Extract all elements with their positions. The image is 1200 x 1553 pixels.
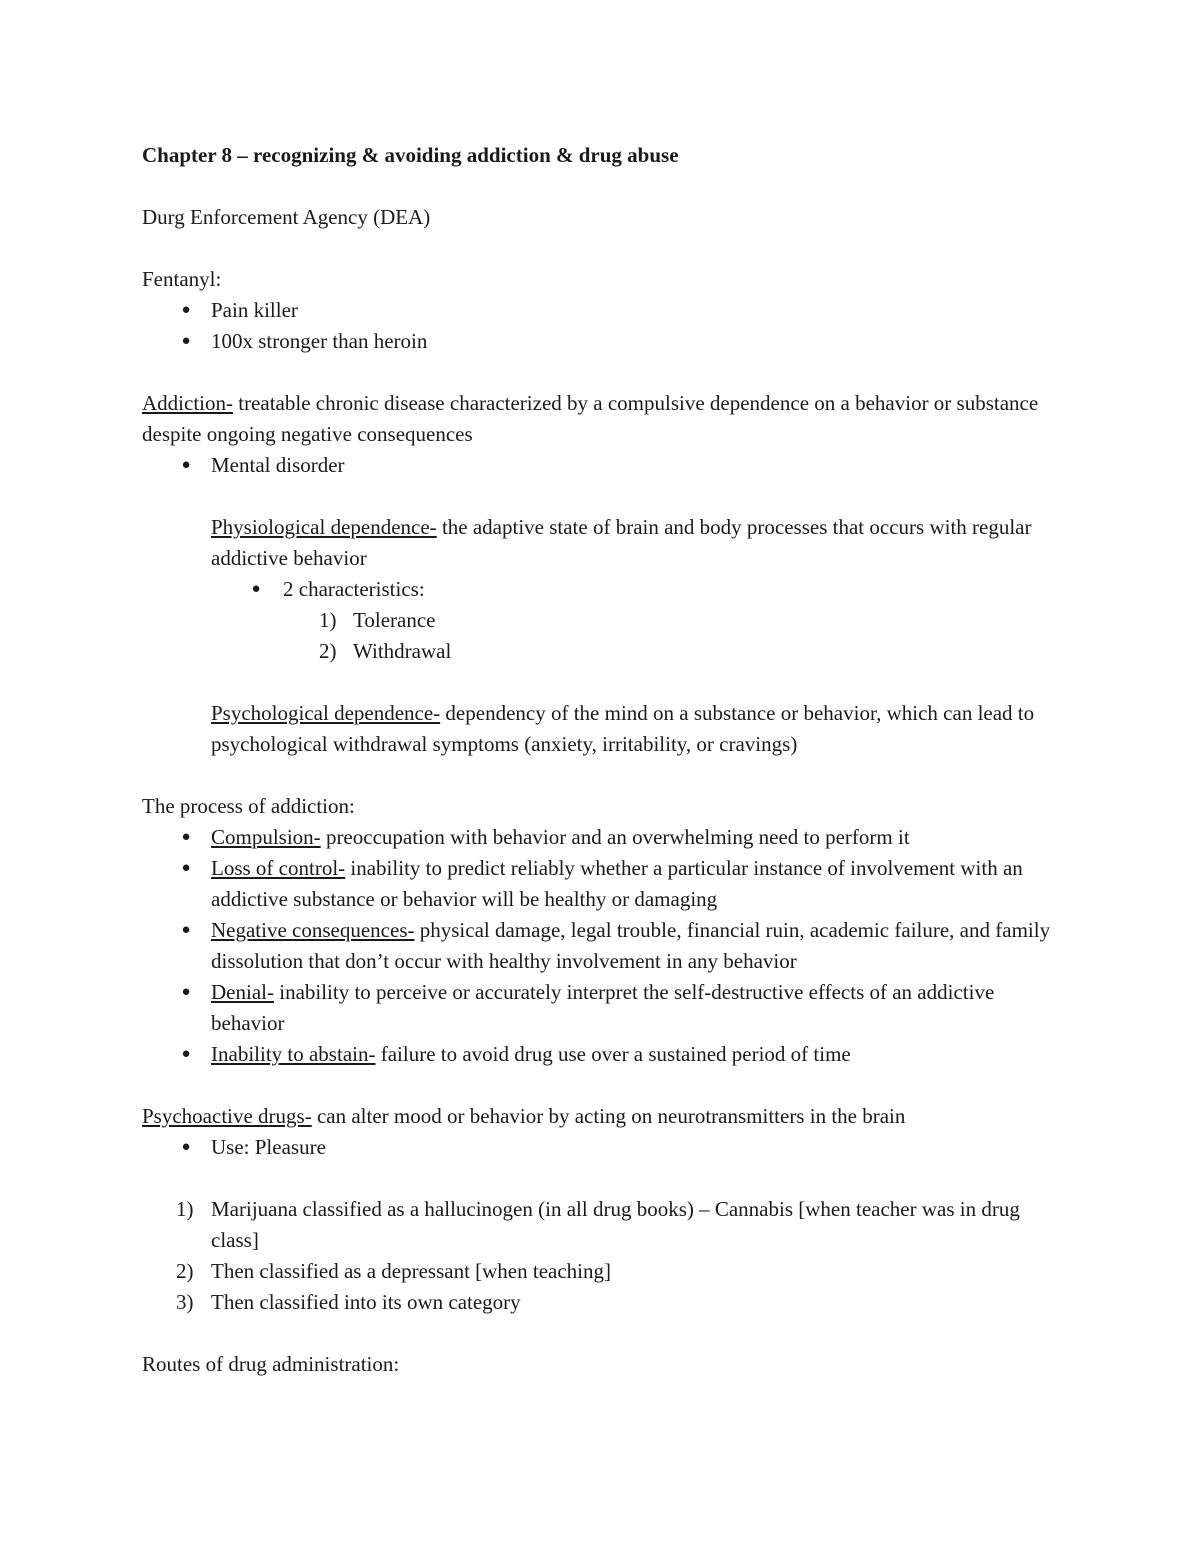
list-item-text: Withdrawal: [353, 639, 452, 663]
definition-text: dependency of the mind on a substance or behavior, which can lead to psychological withdrawal symptoms (anxiety, irritability, or cravings): [211, 701, 1035, 756]
bullet-dot-icon: ●: [181, 860, 191, 876]
list-item-text: Use: Pleasure: [211, 1135, 326, 1159]
list-item: [142, 1132, 1072, 1163]
document-body: [142, 140, 1072, 1380]
bullet-dot-icon: ●: [181, 829, 191, 845]
list-item: [142, 1039, 1072, 1070]
psychological-definition: [211, 698, 1072, 760]
list-item: [142, 295, 1072, 326]
list-item-text: 2 characteristics:: [283, 577, 425, 601]
definition-text: the adaptive state of brain and body processes that occurs with regular addictive behavior: [211, 515, 1032, 570]
list-item-text: Pain killer: [211, 298, 298, 322]
list-item: [142, 977, 1072, 1039]
routes-heading: Routes of drug administration:: [142, 1352, 400, 1376]
bullet-dot-icon: ●: [181, 457, 191, 473]
physiological-definition: [211, 512, 1072, 574]
list-item: [142, 915, 1072, 977]
definition-text: can alter mood or behavior by acting on neurotransmitters in the brain: [311, 1104, 906, 1128]
term-label: Inability to abstain-: [211, 1042, 376, 1066]
characteristics-list: [283, 605, 1072, 667]
list-item: [283, 636, 1072, 667]
bullet-dot-icon: ●: [181, 333, 191, 349]
list-item-text: Then classified as a depressant [when teaching]: [211, 1259, 612, 1283]
process-heading: The process of addiction:: [142, 794, 355, 818]
marijuana-list: [142, 1194, 1072, 1318]
list-item: [142, 450, 1072, 481]
list-number: 3): [176, 1290, 194, 1314]
definition-text: physical damage, legal trouble, financial ruin, academic failure, and family dissolution that don’t occur with healthy involvement in any behavior: [211, 918, 1051, 973]
term-label: Negative consequences-: [211, 918, 415, 942]
bullet-dot-icon: ●: [181, 1046, 191, 1062]
list-item: [142, 1194, 1072, 1256]
list-item: [142, 1256, 1072, 1287]
term-label: Physiological dependence-: [211, 515, 437, 539]
definition-text: inability to predict reliably whether a particular instance of involvement with an addictive substance or behavior will be healthy or damaging: [211, 856, 1023, 911]
list-item: [142, 1287, 1072, 1318]
term-label: Psychological dependence-: [211, 701, 441, 725]
list-item-text: 100x stronger than heroin: [211, 329, 428, 353]
list-item: [142, 326, 1072, 357]
term-label: Compulsion-: [211, 825, 321, 849]
term-label: Loss of control-: [211, 856, 346, 880]
list-number: 1): [176, 1197, 194, 1221]
list-number: 2): [176, 1259, 194, 1283]
definition-text: preoccupation with behavior and an overwhelming need to perform it: [320, 825, 910, 849]
bullet-dot-icon: ●: [181, 1139, 191, 1155]
list-item: [142, 853, 1072, 915]
term-label: Addiction-: [142, 391, 233, 415]
fentanyl-heading: Fentanyl:: [142, 267, 222, 291]
fentanyl-list: [142, 295, 1072, 357]
bullet-dot-icon: ●: [181, 984, 191, 1000]
definition-text: treatable chronic disease characterized by a compulsive dependence on a behavior or substance despite ongoing negative consequences: [142, 391, 1039, 446]
list-number: 2): [319, 639, 337, 663]
list-number: 1): [319, 608, 337, 632]
list-item: [142, 822, 1072, 853]
list-item-text: Tolerance: [353, 608, 436, 632]
definition-text: failure to avoid drug use over a sustained period of time: [375, 1042, 851, 1066]
process-list: [142, 822, 1072, 1070]
list-item: [283, 605, 1072, 636]
psychoactive-definition: [142, 1101, 1072, 1132]
list-item-text: Mental disorder: [211, 453, 345, 477]
page-title: Chapter 8 – recognizing & avoiding addiction & drug abuse: [142, 143, 679, 167]
list-item-text: Then classified into its own category: [211, 1290, 521, 1314]
bullet-dot-icon: ●: [181, 302, 191, 318]
addiction-definition: [142, 388, 1072, 450]
bullet-dot-icon: ●: [181, 922, 191, 938]
term-label: Denial-: [211, 980, 274, 1004]
definition-text: inability to perceive or accurately interpret the self-destructive effects of an addictive behavior: [211, 980, 995, 1035]
addiction-list: [142, 450, 1072, 481]
physiological-list: [211, 574, 1072, 605]
agency-line: Durg Enforcement Agency (DEA): [142, 205, 431, 229]
list-item-text: Marijuana classified as a hallucinogen (in all drug books) – Cannabis [when teacher was in drug class]: [211, 1197, 1020, 1252]
psychoactive-list: [142, 1132, 1072, 1163]
list-item: [211, 574, 1072, 605]
bullet-dot-icon: ●: [251, 581, 261, 597]
term-label: Psychoactive drugs-: [142, 1104, 312, 1128]
